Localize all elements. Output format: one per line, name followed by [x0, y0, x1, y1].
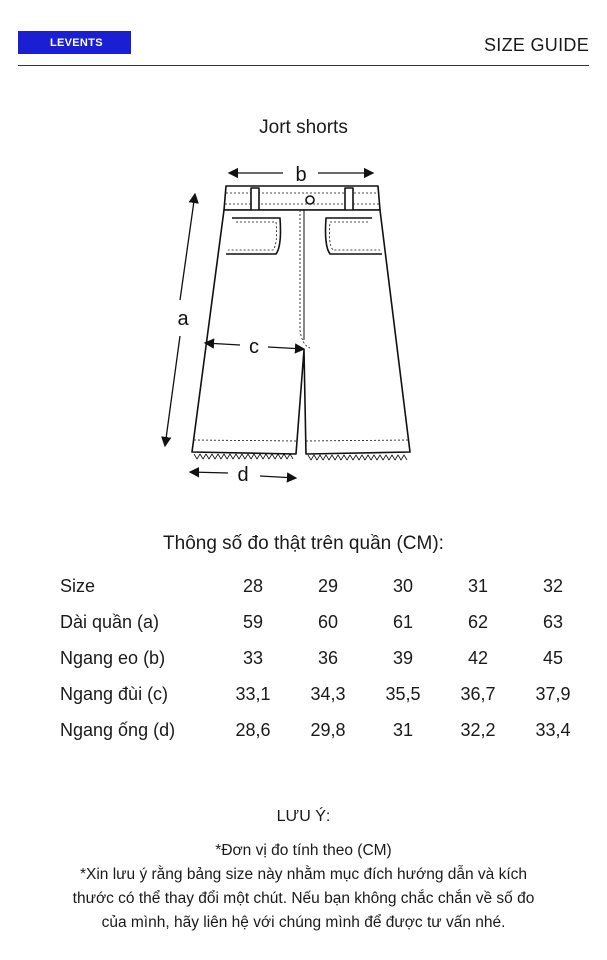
- header-divider: [18, 65, 589, 66]
- table-row-waist: [60, 642, 585, 678]
- table-cell: 63: [542, 612, 564, 632]
- table-cell: 31: [392, 720, 414, 740]
- table-header-row: [60, 570, 585, 606]
- table-cell: 39: [392, 648, 414, 668]
- note-line: của mình, hãy liên hệ với chúng mình để được tư vấn nhé.: [101, 914, 506, 931]
- table-cell: 33,1: [235, 684, 271, 704]
- table-cell: 59: [242, 612, 264, 632]
- table-cell: 29,8: [310, 720, 346, 740]
- table-cell: 42: [467, 648, 489, 668]
- note-line: thước có thể thay đổi một chút. Nếu bạn không chắc chắn về số đo: [72, 890, 535, 907]
- label-d: d: [237, 464, 249, 486]
- row-label: Ngang ống (d): [60, 720, 176, 740]
- row-label: Size: [60, 576, 96, 596]
- table-row-length: [60, 606, 585, 642]
- row-label: Ngang eo (b): [60, 648, 166, 668]
- table-cell: 33: [242, 648, 264, 668]
- table-cell: 32,2: [460, 720, 496, 740]
- table-cell: 34,3: [310, 684, 346, 704]
- label-c: c: [249, 336, 259, 358]
- note-title: LƯU Ý:: [276, 808, 331, 825]
- page-title: SIZE GUIDE: [483, 35, 589, 55]
- row-label: Dài quần (a): [60, 612, 160, 632]
- table-title: Thông số đo thật trên quần (CM):: [163, 533, 444, 554]
- table-cell: 33,4: [535, 720, 571, 740]
- size-28: 28: [242, 576, 264, 596]
- table-cell: 35,5: [385, 684, 421, 704]
- table-cell: 36: [317, 648, 339, 668]
- size-table: [60, 570, 585, 750]
- size-29: 29: [317, 576, 339, 596]
- table-cell: 60: [317, 612, 339, 632]
- note-line: *Xin lưu ý rằng bảng size này nhằm mục đích hướng dẫn và kích: [79, 866, 528, 883]
- label-a: a: [177, 308, 189, 330]
- table-cell: 28,6: [235, 720, 271, 740]
- row-label: Ngang đùi (c): [60, 684, 169, 704]
- shorts-measurement-diagram: [150, 150, 460, 495]
- table-cell: 45: [542, 648, 564, 668]
- brand-logo[interactable]: [18, 31, 131, 54]
- brand-logo-text: LEVENTS: [50, 36, 103, 49]
- note-line: *Đơn vị đo tính theo (CM): [215, 842, 392, 859]
- table-cell: 62: [467, 612, 489, 632]
- table-cell: 61: [392, 612, 414, 632]
- label-b: b: [295, 164, 307, 186]
- product-title: Jort shorts: [259, 117, 348, 138]
- table-row-thigh: [60, 678, 585, 714]
- table-cell: 37,9: [535, 684, 571, 704]
- size-32: 32: [542, 576, 564, 596]
- table-cell: 36,7: [460, 684, 496, 704]
- table-row-leg-opening: [60, 714, 585, 750]
- size-31: 31: [467, 576, 489, 596]
- size-30: 30: [392, 576, 414, 596]
